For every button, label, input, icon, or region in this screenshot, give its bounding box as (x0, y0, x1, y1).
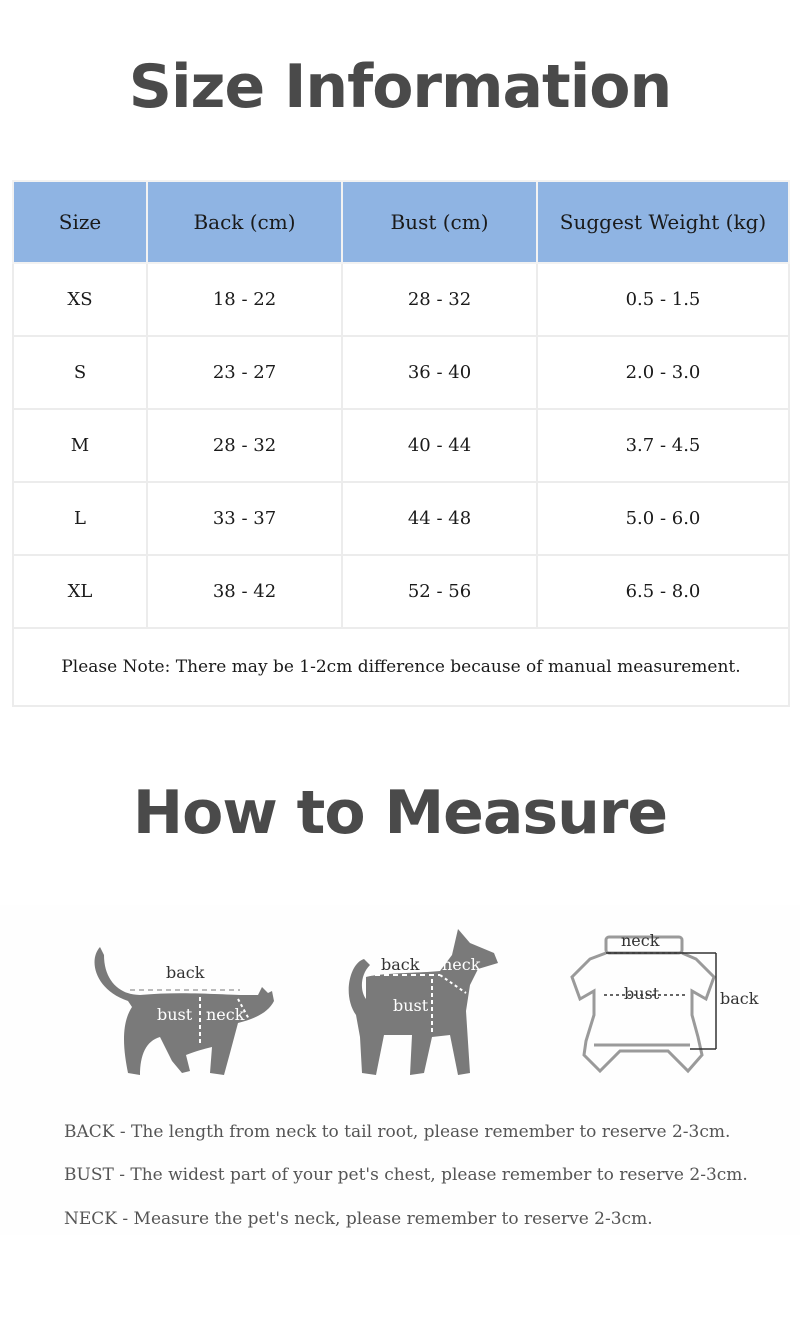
cell-bust: 44 - 48 (342, 482, 537, 555)
cell-back: 38 - 42 (147, 555, 342, 628)
cell-bust: 52 - 56 (342, 555, 537, 628)
table-note-row (13, 628, 789, 706)
cat-bust-label: bust (157, 1005, 193, 1024)
cell-size: XL (13, 555, 147, 628)
size-information-title: Size Information (128, 52, 672, 122)
pet-clothes-icon (572, 937, 714, 1071)
table-header-row (13, 181, 789, 263)
cell-size: M (13, 409, 147, 482)
dog-icon (349, 929, 498, 1075)
dog-back-label: back (381, 955, 420, 974)
cell-weight: 5.0 - 6.0 (537, 482, 789, 555)
cell-weight: 6.5 - 8.0 (537, 555, 789, 628)
cell-back: 33 - 37 (147, 482, 342, 555)
column-header-back: Back (cm) (147, 181, 342, 263)
cell-bust: 28 - 32 (342, 263, 537, 336)
cell-weight: 0.5 - 1.5 (537, 263, 789, 336)
cat-icon (95, 947, 274, 1075)
table-row (13, 555, 789, 628)
cell-size: L (13, 482, 147, 555)
cell-weight: 3.7 - 4.5 (537, 409, 789, 482)
cell-bust: 36 - 40 (342, 336, 537, 409)
table-row (13, 263, 789, 336)
cell-back: 23 - 27 (147, 336, 342, 409)
measurement-note: Please Note: There may be 1-2cm difference because of manual measurement. (13, 628, 789, 706)
garment-bust-label: bust (624, 984, 660, 1003)
cat-neck-label: neck (206, 1005, 245, 1024)
bust-description: BUST - The widest part of your pet's chest, please remember to reserve 2-3cm. (64, 1165, 748, 1185)
column-header-bust: Bust (cm) (342, 181, 537, 263)
column-header-weight: Suggest Weight (kg) (537, 181, 789, 263)
cat-back-label: back (166, 963, 205, 982)
cell-size: XS (13, 263, 147, 336)
neck-description: NECK - Measure the pet's neck, please remember to reserve 2-3cm. (64, 1209, 653, 1229)
table-row (13, 336, 789, 409)
garment-back-label: back (720, 989, 759, 1008)
dog-bust-label: bust (393, 996, 429, 1015)
dog-neck-label: neck (442, 955, 481, 974)
garment-neck-label: neck (621, 931, 660, 950)
how-to-measure-title: How to Measure (132, 778, 668, 848)
measure-figures (0, 915, 800, 1095)
column-header-size: Size (13, 181, 147, 263)
cell-bust: 40 - 44 (342, 409, 537, 482)
table-row (13, 409, 789, 482)
cell-weight: 2.0 - 3.0 (537, 336, 789, 409)
table-row (13, 482, 789, 555)
cell-size: S (13, 336, 147, 409)
back-description: BACK - The length from neck to tail root, please remember to reserve 2-3cm. (64, 1122, 731, 1142)
size-table (12, 180, 790, 707)
cell-back: 28 - 32 (147, 409, 342, 482)
cell-back: 18 - 22 (147, 263, 342, 336)
